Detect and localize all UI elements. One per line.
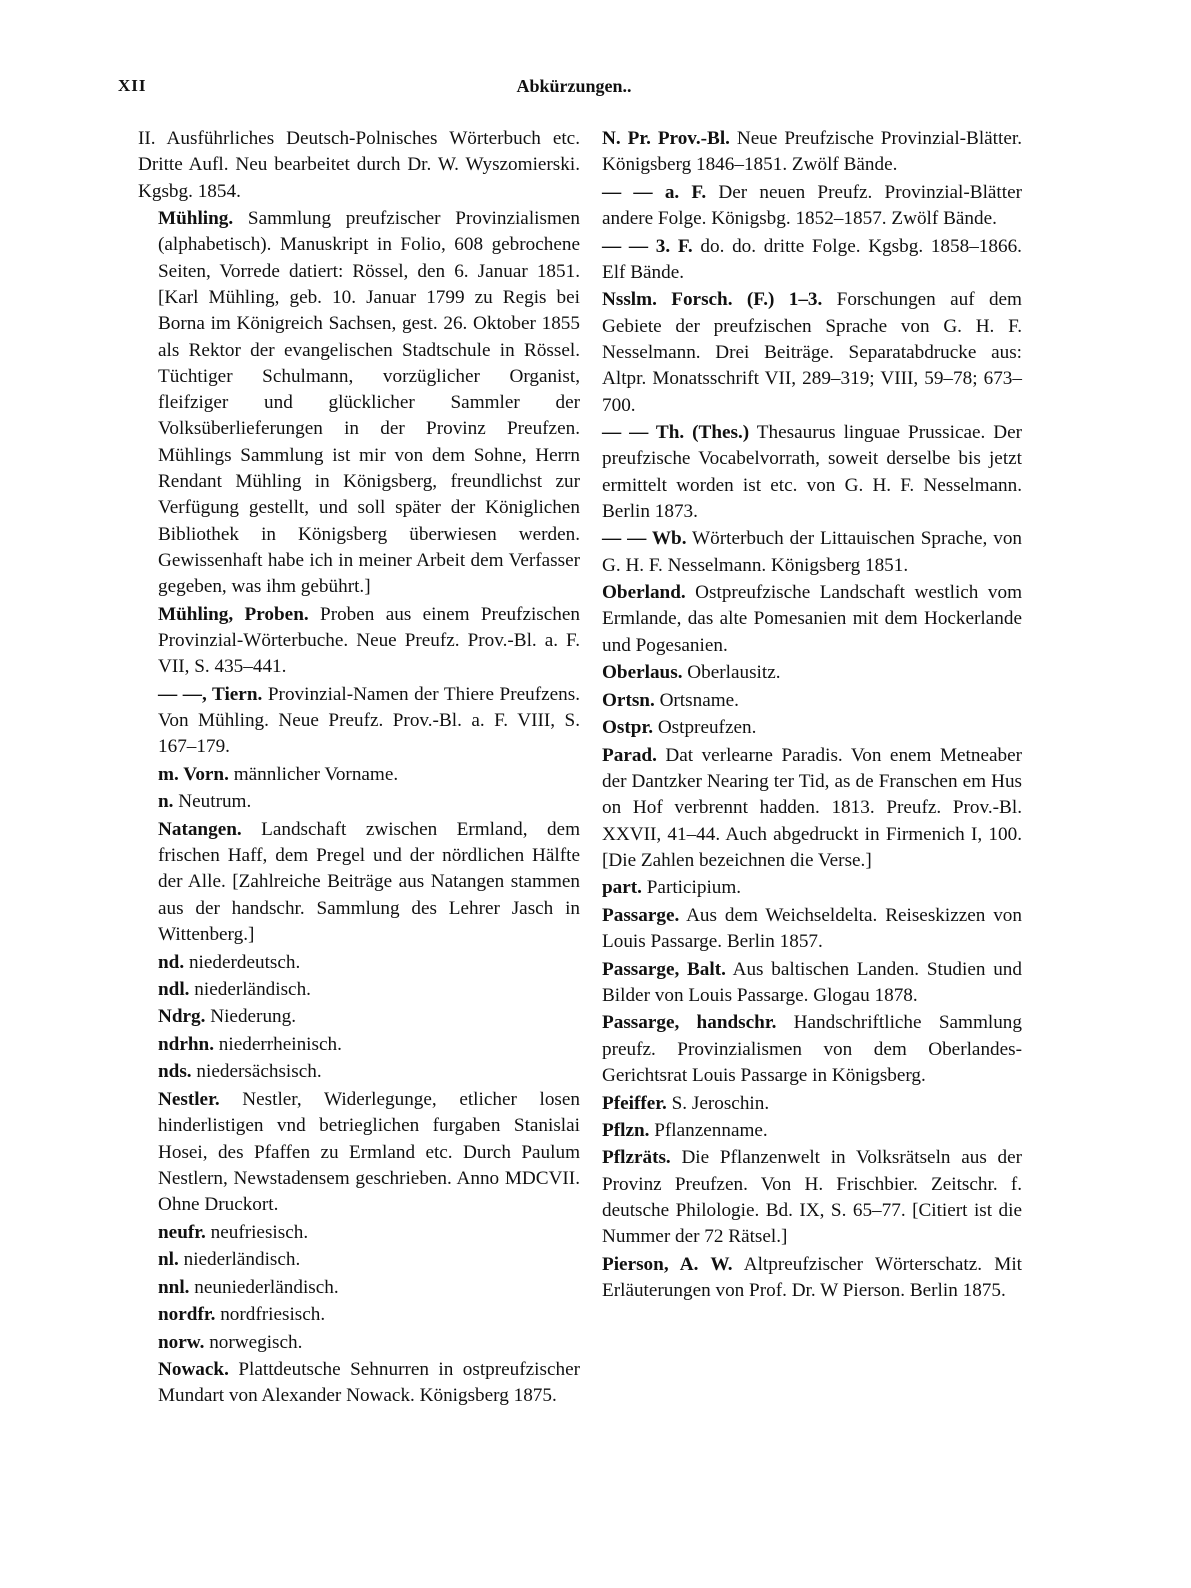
entry-definition: Provinzial-Namen der Thiere Preufzens. Von Mühling. Neue Preufz. Prov.-Bl. a. F. VIII, S. 167–179.	[158, 683, 580, 758]
dictionary-entry	[138, 1059, 580, 1085]
entry-definition: Sammlung preufzischer Provinzialismen (alphabetisch). Manuskript in Folio, 608 gebrochene Seiten, Vorrede datiert: Rössel, den 6. Januar 1851. [Karl Mühling, geb. 10. Januar 1799 zu Regis bei Borna im Königreich Sachsen, gest. 26. Oktober 1855 als Rektor der evangelischen Stadtschule in Rössel. Tüchtiger Schulmann, vorzüglicher Organist, fleifziger und glücklicher Sammler der Volksüberlieferungen in der Provinz Preufzen. Mühlings Sammlung ist mir von dem Sohne, Herrn Rendant Mühling in Königsberg, freundlichst zur Verfügung gestellt, und soll später der Königlichen Bibliothek in Königsberg überwiesen werden. Gewissenhaft habe ich in meiner Arbeit dem Verfasser gegeben, was ihm gebührt.]	[158, 208, 580, 598]
entry-definition: Wörterbuch der Littauischen Sprache, von G. H. F. Nesselmann. Königsberg 1851.	[602, 528, 1023, 576]
entry-definition: Der neuen Preufz. Provinzial-Blätter andere Folge. Königsbg. 1852–1857. Zwölf Bände.	[602, 181, 1022, 230]
entry-abbreviation: Natangen.	[158, 818, 242, 840]
entry-definition: Proben aus einem Preufzischen Provinzial-Wörterbuche. Neue Preufz. Prov.-Bl. a. F. VII, S. 435–441.	[158, 603, 580, 678]
dictionary-entry	[138, 950, 580, 976]
dictionary-entry	[138, 1087, 580, 1218]
entry-definition: Dat verlearne Paradis. Von enem Metneaber der Dantzker Nearing ter Tid, as de Franschen em Hus on Hof verbrennt hadden. 1813. Preufz. Prov.-Bl. XXVII, 41–44. Auch abgedruckt in Firmenich I, 100. [Die Zahlen bezeichnen die Verse.]	[602, 744, 1022, 871]
entry-abbreviation: — — Wb.	[602, 528, 687, 550]
entry-abbreviation: norw.	[158, 1331, 205, 1353]
entry-definition: Oberlausitz.	[682, 662, 781, 684]
entry-abbreviation: — — 3. F.	[602, 235, 693, 257]
entry-definition: Niederung.	[205, 1006, 297, 1028]
dictionary-entry	[138, 1357, 580, 1410]
dictionary-entry	[138, 1220, 580, 1246]
dictionary-entry	[582, 126, 1022, 179]
entry-abbreviation: Oberlaus.	[602, 662, 683, 684]
entry-abbreviation: neufr.	[158, 1221, 206, 1243]
entry-definition: Forschungen auf dem Gebiete der preufzischen Sprache von G. H. F. Nesselmann. Drei Beiträge. Separatabdrucke aus: Altpr. Monatsschrift VII, 289–319; VIII, 59–78; 673–700.	[602, 289, 1022, 416]
entry-abbreviation: Ndrg.	[158, 1006, 206, 1028]
dictionary-entry	[582, 420, 1022, 525]
entry-definition: Participium.	[641, 877, 742, 899]
dictionary-entry	[138, 1275, 580, 1301]
dictionary-entry	[138, 789, 580, 815]
entry-abbreviation: Nowack.	[158, 1359, 229, 1381]
entry-abbreviation: Ortsn.	[602, 689, 655, 711]
entry-abbreviation: part.	[602, 877, 642, 899]
entry-definition: niederrheinisch.	[214, 1033, 342, 1055]
dictionary-entry	[582, 526, 1022, 579]
dictionary-entry	[582, 660, 1022, 686]
entry-abbreviation: Mühling, Proben.	[158, 603, 309, 625]
dictionary-entry	[138, 1330, 580, 1356]
entry-abbreviation: Ostpr.	[602, 717, 654, 739]
entry-definition: Ostpreufzische Landschaft westlich vom Ermlande, das alte Pomesanien mit dem Hockerlande und Pogesanien.	[602, 582, 1022, 656]
entry-definition: norwegisch.	[204, 1331, 303, 1353]
entry-definition: niederländisch.	[189, 979, 311, 1000]
entry-abbreviation: Nsslm. Forsch. (F.) 1–3.	[602, 289, 823, 311]
entry-definition: Neutrum.	[173, 791, 252, 813]
entry-definition: Nestler, Widerlegunge, etlicher losen hinderlistigen vnd betrieglichen furgaben Stanislai Hosei, des Pfaffen zu Ermland etc. Durch Paulum Nestlern, Newstadensem geschrieben. Anno MDCVII. Ohne Druckort.	[158, 1088, 580, 1216]
dictionary-entry	[582, 580, 1022, 659]
entry-abbreviation: Passarge, handschr.	[602, 1012, 777, 1034]
entry-definition: nordfriesisch.	[215, 1304, 326, 1326]
dictionary-entry	[138, 1032, 580, 1058]
dictionary-entry	[582, 715, 1022, 741]
entry-abbreviation: Pflzn.	[602, 1119, 650, 1141]
entry-abbreviation: nl.	[158, 1249, 179, 1271]
dictionary-entry	[582, 1118, 1022, 1144]
dictionary-entry	[138, 206, 580, 600]
dictionary-entry	[582, 1091, 1022, 1117]
left-column	[138, 126, 580, 1411]
entry-abbreviation: Oberland.	[602, 582, 686, 604]
dictionary-entry	[138, 817, 580, 948]
entry-abbreviation: N. Pr. Prov.-Bl.	[602, 128, 730, 149]
right-column	[582, 126, 1022, 1306]
entry-abbreviation: Mühling.	[158, 208, 234, 230]
page-header	[118, 76, 1030, 106]
dictionary-entry	[582, 1252, 1022, 1305]
entry-definition: neuniederländisch.	[189, 1276, 339, 1298]
dictionary-entry	[582, 180, 1022, 233]
entry-abbreviation: — —, Tiern.	[158, 683, 263, 705]
entry-definition: Handschriftliche Sammlung preufz. Provinzialismen von dem Oberlandes-Gerichtsrat Louis Passarge in Königsberg.	[602, 1012, 1022, 1087]
entry-abbreviation: — — Th. (Thes.)	[602, 422, 750, 444]
entry-definition: niederdeutsch.	[184, 951, 301, 973]
entry-definition: Neue Preufzische Provinzial-Blätter. Königsberg 1846–1851. Zwölf Bände.	[602, 128, 1022, 176]
dictionary-entry	[138, 602, 580, 681]
entry-definition: Thesaurus linguae Prussicae. Der preufzische Vocabelvorrath, soweit derselbe bis jetzt ermittelt worden ist etc. von G. H. F. Nesselmann. Berlin 1873.	[602, 422, 1023, 522]
dictionary-entry	[582, 688, 1022, 714]
entry-definition: II. Ausführliches Deutsch-Polnisches Wörterbuch etc. Dritte Aufl. Neu bearbeitet durch Dr. W. Wyszomierski. Kgsbg. 1854.	[138, 128, 580, 202]
entry-definition: Ortsname.	[654, 689, 739, 711]
entry-definition: Pflanzenname.	[649, 1119, 768, 1141]
running-title: Abkürzungen..	[516, 76, 632, 96]
entry-abbreviation: m. Vorn.	[158, 763, 229, 785]
entry-abbreviation: n.	[158, 791, 174, 813]
dictionary-entry	[138, 977, 580, 1003]
dictionary-entry	[582, 743, 1022, 874]
dictionary-entry	[582, 1145, 1022, 1250]
entry-definition: männlicher Vorname.	[228, 763, 399, 785]
entry-abbreviation: ndrhn.	[158, 1033, 214, 1055]
entry-abbreviation: Passarge.	[602, 904, 680, 926]
entry-abbreviation: ndl.	[158, 979, 190, 1000]
entry-abbreviation: Pfeiffer.	[602, 1092, 667, 1114]
dictionary-entry	[582, 234, 1022, 287]
entry-definition: do. do. dritte Folge. Kgsbg. 1858–1866. Elf Bände.	[602, 235, 1022, 283]
entry-definition: neufriesisch.	[205, 1221, 309, 1243]
dictionary-entry	[582, 957, 1022, 1010]
dictionary-entry	[138, 762, 580, 788]
entry-abbreviation: — — a. F.	[602, 181, 707, 203]
entry-abbreviation: Pflzräts.	[602, 1147, 671, 1169]
entry-abbreviation: nordfr.	[158, 1304, 216, 1326]
entry-definition: Aus dem Weichseldelta. Reiseskizzen von Louis Passarge. Berlin 1857.	[602, 904, 1022, 953]
entry-definition: Plattdeutsche Sehnurren in ostpreufzischer Mundart von Alexander Nowack. Königsberg 1875.	[158, 1359, 580, 1407]
entry-definition: niederländisch.	[178, 1249, 301, 1271]
entry-definition: S. Jeroschin.	[666, 1092, 770, 1114]
dictionary-entry	[582, 903, 1022, 956]
dictionary-entry	[582, 1010, 1022, 1089]
entry-abbreviation: nds.	[158, 1061, 192, 1083]
entry-definition: Landschaft zwischen Ermland, dem frischen Haff, dem Pregel und der nördlichen Hälfte der Alle. [Zahlreiche Beiträge aus Natangen stammen aus der handschr. Sammlung des Lehrer Jasch in Wittenberg.]	[158, 818, 580, 946]
dictionary-entry	[582, 287, 1022, 418]
dictionary-entry	[138, 1004, 580, 1030]
entry-abbreviation: Nestler.	[158, 1088, 220, 1110]
entry-definition: niedersächsisch.	[191, 1061, 322, 1083]
entry-definition: Ostpreufzen.	[653, 717, 757, 739]
entry-abbreviation: Pierson, A. W.	[602, 1253, 733, 1275]
dictionary-entry	[582, 875, 1022, 901]
entry-abbreviation: nd.	[158, 951, 185, 973]
entry-abbreviation: Passarge, Balt.	[602, 958, 726, 980]
dictionary-entry	[138, 682, 580, 761]
page-number: XII	[118, 76, 147, 95]
entry-definition: Aus baltischen Landen. Studien und Bilder von Louis Passarge. Glogau 1878.	[602, 958, 1022, 1006]
dictionary-entry	[138, 1302, 580, 1328]
dictionary-entry	[138, 126, 580, 205]
entry-abbreviation: nnl.	[158, 1276, 190, 1298]
entry-definition: Die Pflanzenwelt in Volksrätseln aus der Provinz Preufzen. Von H. Frischbier. Zeitschr. f. deutsche Philologie. Bd. IX, S. 65–77. [Citiert ist die Nummer der 72 Rätsel.]	[602, 1147, 1022, 1248]
entry-abbreviation: Parad.	[602, 744, 657, 766]
entry-definition: Altpreufzischer Wörterschatz. Mit Erläuterungen von Prof. Dr. W Pierson. Berlin 1875.	[602, 1253, 1022, 1302]
dictionary-entry	[138, 1247, 580, 1273]
